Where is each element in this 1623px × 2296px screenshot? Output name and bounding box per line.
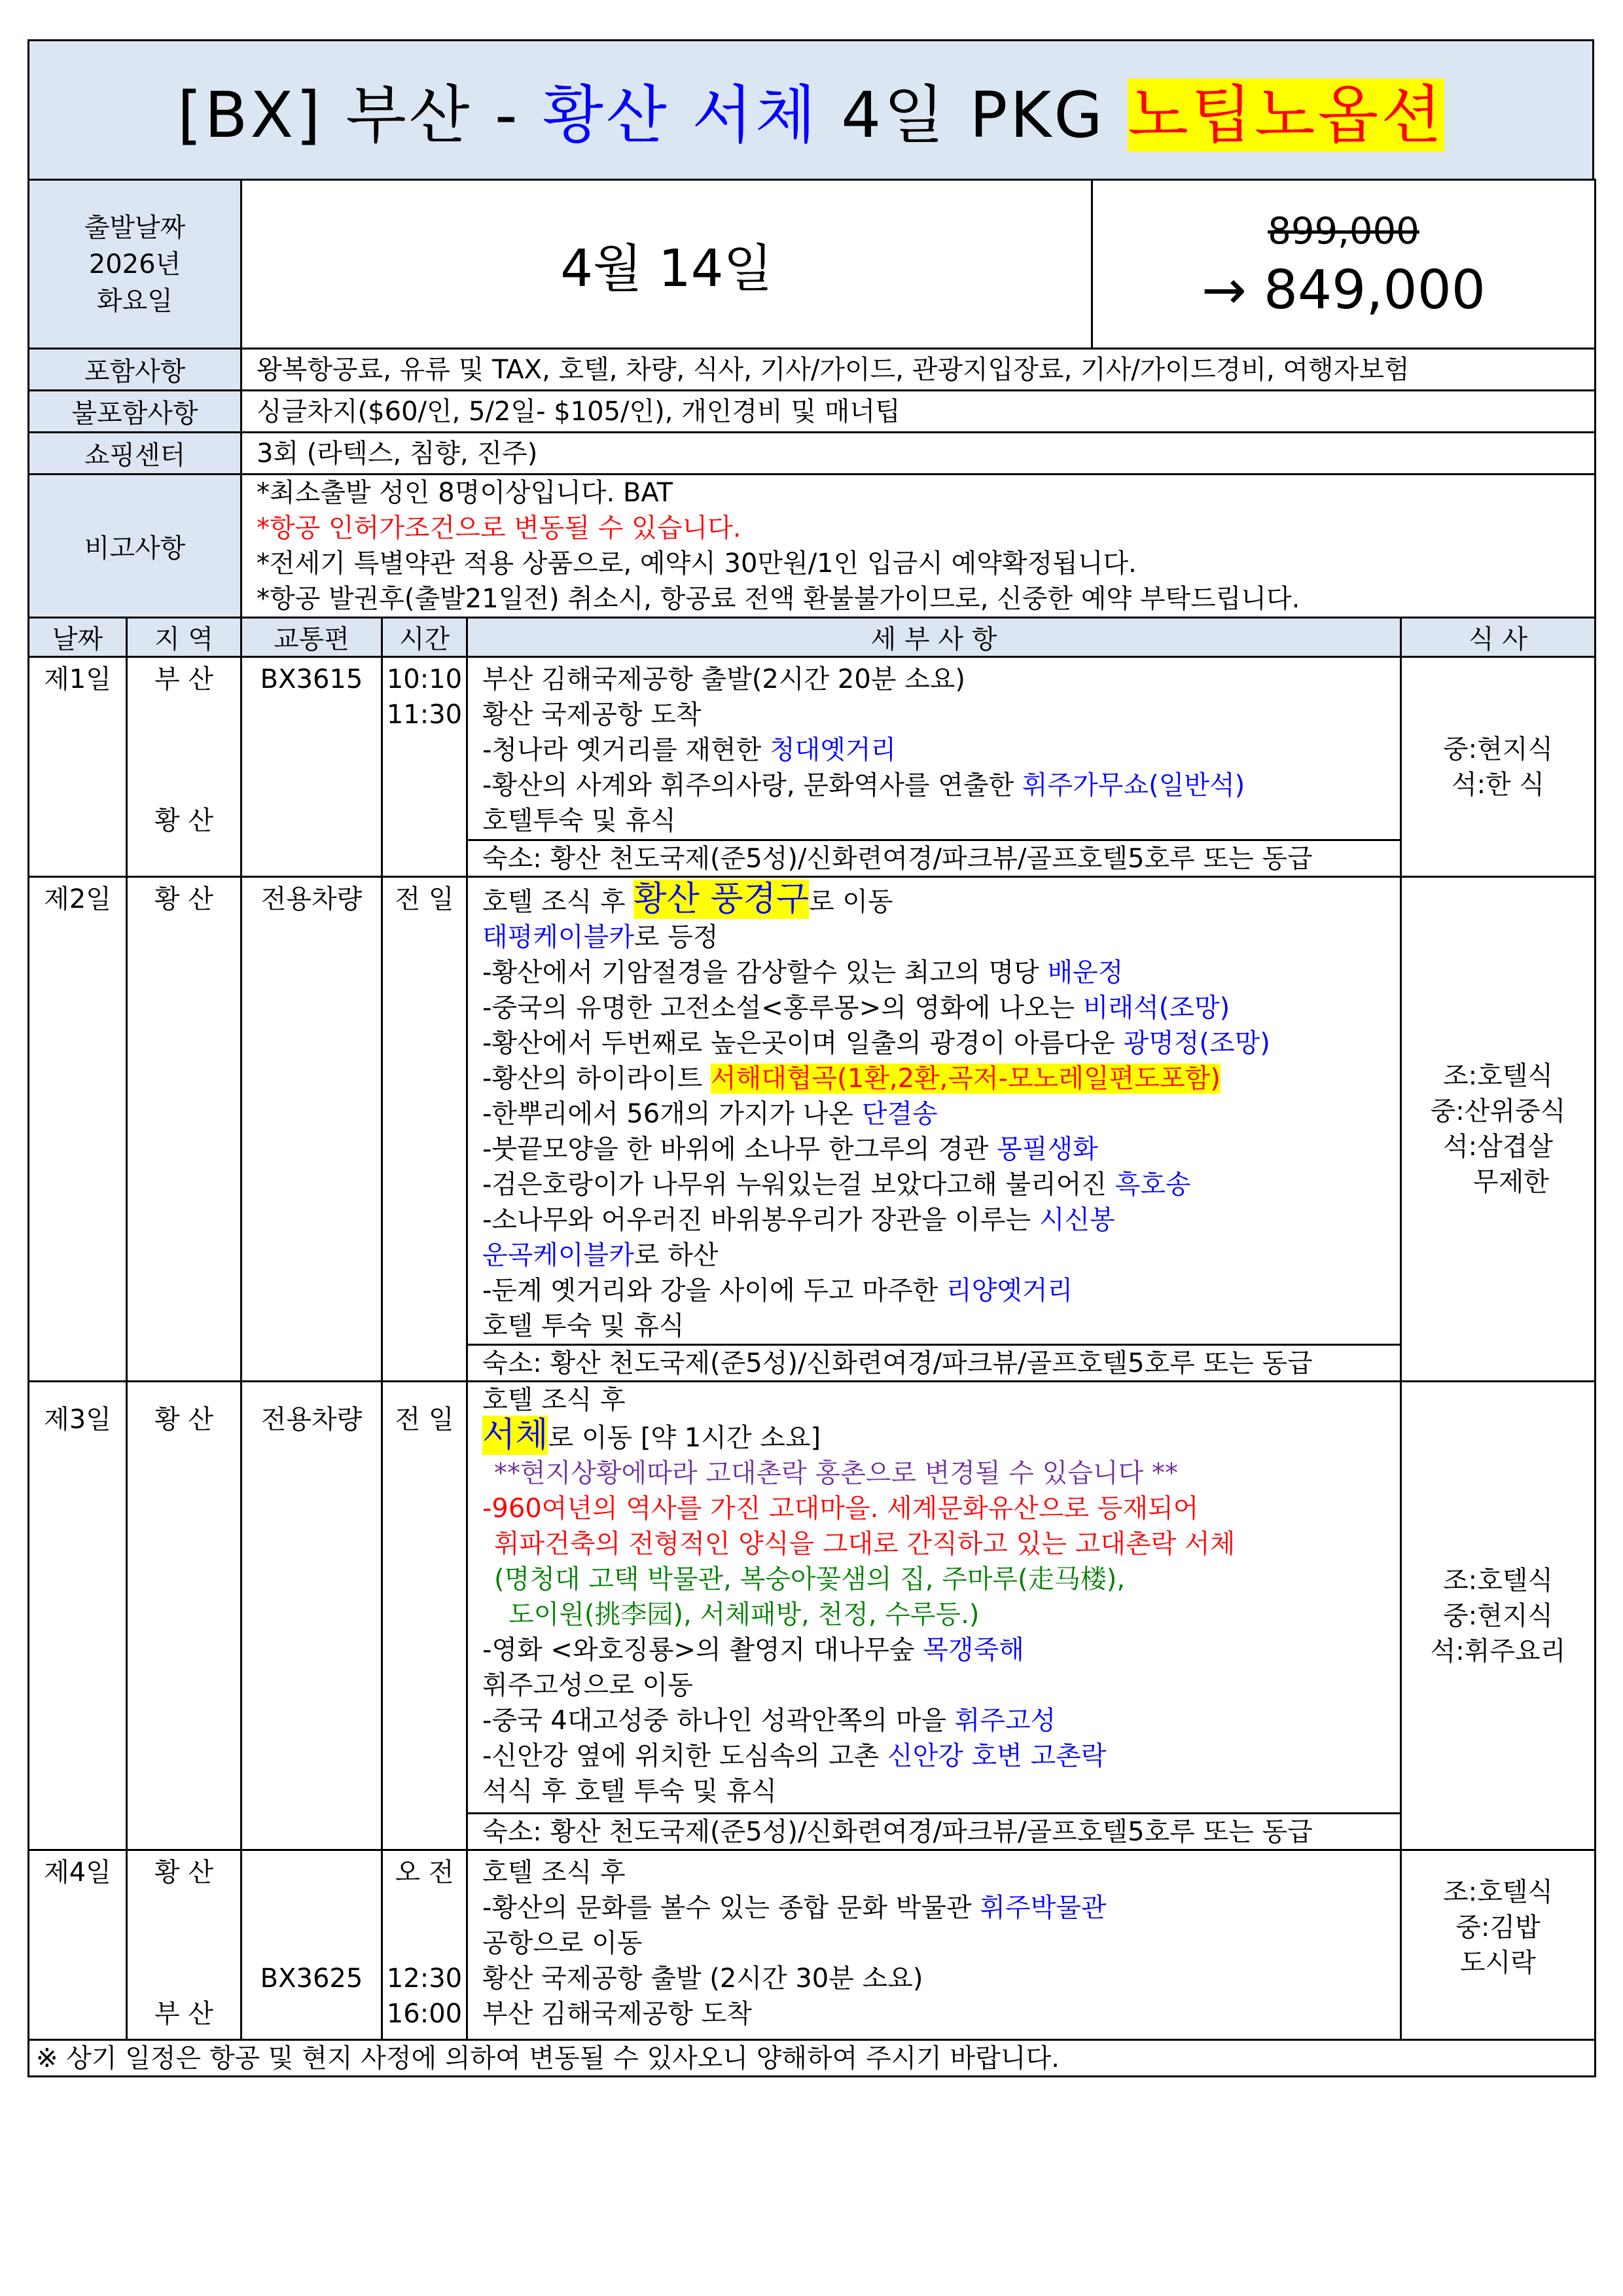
info-label: 쇼핑센터 — [29, 433, 241, 475]
detail-line: 공항으로 이동 — [482, 1928, 643, 1958]
header-time: 시간 — [382, 618, 467, 657]
detail-line: -신안강 옆에 위치한 도심속의 고촌 신안강 호변 고촌락 — [482, 1741, 1107, 1771]
meal-item: 조:호텔식 — [1442, 1565, 1554, 1596]
detail-line: 호텔 조식 후 — [482, 1857, 626, 1888]
time-value: 16:00 — [386, 1999, 463, 2029]
attraction: 서해대협곡(1환,2환,곡저-모노레일편도포함) — [710, 1064, 1221, 1094]
region-start: 부 산 — [154, 664, 213, 694]
detail-note: **현지상황에따라 고대촌락 홍촌으로 변경될 수 있습니다 ** — [494, 1458, 1179, 1488]
day-time: 전 일 — [382, 1382, 467, 1850]
detail-line: 황산 국제공항 출발 (2시간 30분 소요) — [482, 1964, 923, 1994]
detail-line: 태평케이블카로 등정 — [482, 922, 719, 952]
day-label: 제4일 — [29, 1850, 127, 2040]
old-price: 899,000 — [1268, 209, 1419, 253]
detail-line: -검은호랑이가 나무위 누워있는걸 보았다고해 불리어진 흑호송 — [482, 1170, 1191, 1200]
title-table — [27, 39, 1594, 181]
footer-note: ※ 상기 일정은 항공 및 현지 사정에 의하여 변동될 수 있사오니 양해하여 주시기 바랍니다. — [29, 2040, 1596, 2077]
meal-item: 중:김밥 — [1455, 1912, 1541, 1943]
header-date: 날짜 — [29, 618, 127, 657]
time-value: 오 전 — [395, 1857, 454, 1888]
info-value: 싱글차지($60/인, 5/2일- $105/인), 개인경비 및 매너팁 — [241, 391, 1596, 433]
flight-number: BX3625 — [260, 1964, 363, 1994]
remark-line: *최소출발 성인 8명이상입니다. BAT — [257, 478, 673, 508]
remarks — [241, 475, 1596, 618]
attraction: 휘주가무쇼(일반석) — [1022, 770, 1245, 800]
info-label: 불포함사항 — [29, 391, 241, 433]
header-transport: 교통편 — [241, 618, 382, 657]
departure-label — [29, 180, 241, 349]
time-value: 10:10 — [386, 664, 463, 694]
remark-line: *항공 발권후(출발21일전) 취소시, 항공료 전액 환불불가이므로, 신중한 예약 부탁드립니다. — [257, 584, 1300, 614]
detail-line: 석식 후 호텔 투숙 및 휴식 — [482, 1776, 777, 1806]
detail-line: -중국 4대고성중 하나인 성곽안쪽의 마을 휘주고성 — [482, 1706, 1056, 1736]
day-details — [467, 657, 1401, 840]
attraction: 광명정(조망) — [1123, 1028, 1270, 1058]
new-price: → 849,000 — [1202, 259, 1486, 321]
day-hotel: 숙소: 황산 천도국제(준5성)/신화련여경/파크뷰/골프호텔5호루 또는 동급 — [467, 840, 1401, 877]
detail-line: -붓끝모양을 한 바위에 소나무 한그루의 경관 몽필생화 — [482, 1134, 1098, 1164]
detail-line: 호텔투숙 및 휴식 — [482, 806, 676, 836]
page-title — [29, 41, 1594, 180]
attraction: 시신봉 — [1039, 1205, 1115, 1235]
attraction: 배운정 — [1047, 958, 1124, 988]
title-destination: 황산 서체 — [543, 78, 819, 152]
detail-line: (명청대 고택 박물관, 복숭아꽃샘의 집, 주마루(走马楼), — [494, 1564, 1126, 1594]
meal-item: 조:호텔식 — [1442, 1061, 1554, 1091]
day-meals — [1401, 657, 1596, 877]
meal-item: 석:삼겹살 — [1442, 1132, 1554, 1162]
remarks-label: 비고사항 — [29, 475, 241, 618]
detail-line: 호텔 조식 후 — [482, 1385, 626, 1415]
day-time — [382, 1850, 467, 2040]
day-transport — [241, 1850, 382, 2040]
day-label: 제2일 — [29, 877, 127, 1382]
detail-line: 휘주고성으로 이동 — [482, 1670, 693, 1700]
attraction: 단결송 — [861, 1099, 938, 1129]
attraction: 청대옛거리 — [769, 735, 897, 765]
region-end: 부 산 — [154, 1999, 213, 2029]
remark-line: *전세기 특별약관 적용 상품으로, 예약시 30만원/1인 입금시 예약확정됩니다. — [257, 548, 1137, 579]
day-details — [467, 1850, 1401, 2040]
meal-item: 중:현지식 — [1442, 734, 1554, 764]
meal-item: 석:휘주요리 — [1430, 1636, 1566, 1666]
attraction: 목갱죽해 — [923, 1635, 1024, 1665]
meal-item: 중:산위중식 — [1430, 1096, 1566, 1126]
detail-line: -황산에서 두번째로 높은곳이며 일출의 광경이 아름다운 광명정(조망) — [482, 1028, 1270, 1058]
detail-line: -중국의 유명한 고전소설<홍루몽>의 영화에 나오는 비래석(조망) — [482, 993, 1230, 1023]
meal-item: 석:한 식 — [1451, 769, 1545, 800]
detail-line: -둔계 옛거리와 강을 사이에 두고 마주한 리양옛거리 — [482, 1276, 1073, 1306]
detail-line: 도이원(挑李园), 서체패방, 천정, 수루등.) — [508, 1600, 980, 1630]
day-region — [127, 1850, 241, 2040]
time-value: 12:30 — [386, 1964, 463, 1994]
detail-line: 부산 김해국제공항 출발(2시간 20분 소요) — [482, 664, 966, 694]
day-meals — [1401, 1382, 1596, 1850]
region-end: 황 산 — [154, 806, 213, 836]
header-details: 세 부 사 항 — [467, 618, 1401, 657]
info-label: 포함사항 — [29, 349, 241, 391]
attraction: 휘주박물관 — [980, 1893, 1107, 1923]
attraction: 흑호송 — [1115, 1170, 1191, 1200]
day-label: 제3일 — [29, 1382, 127, 1850]
detail-line: -청나라 옛거리를 재현한 청대옛거리 — [482, 735, 897, 765]
detail-line: -한뿌리에서 56개의 가지가 나온 단결송 — [482, 1099, 938, 1129]
detail-line: -황산의 문화를 볼수 있는 종합 문화 박물관 휘주박물관 — [482, 1893, 1107, 1923]
day-hotel: 숙소: 황산 천도국제(준5성)/신화련여경/파크뷰/골프호텔5호루 또는 동급 — [467, 1345, 1401, 1382]
day-details — [467, 1382, 1401, 1814]
day-transport: 전용차량 — [241, 877, 382, 1382]
attraction: 비래석(조망) — [1082, 993, 1230, 1023]
day-meals — [1401, 1850, 1596, 2040]
itinerary-sheet — [27, 39, 1594, 2077]
detail-line: 황산 국제공항 도착 — [482, 700, 702, 730]
info-value: 왕복항공료, 유류 및 TAX, 호텔, 차량, 식사, 기사/가이드, 관광지입장료, 기사/가이드경비, 여행자보험 — [241, 349, 1596, 391]
detail-line: -960여년의 역사를 가진 고대마을. 세계문화유산으로 등재되어 — [482, 1494, 1199, 1524]
day-hotel: 숙소: 황산 천도국제(준5성)/신화련여경/파크뷰/골프호텔5호루 또는 동급 — [467, 1814, 1401, 1850]
header-meals: 식 사 — [1401, 618, 1596, 657]
attraction: 몽필생화 — [997, 1134, 1098, 1164]
day-region: 황 산 — [127, 877, 241, 1382]
departure-year: 2026년 — [88, 249, 181, 279]
day-transport: BX3615 — [241, 657, 382, 877]
title-middle: 4일 PKG — [818, 78, 1128, 152]
day-details — [467, 877, 1401, 1345]
attraction: 신안강 호변 고촌락 — [887, 1741, 1107, 1771]
day-region — [127, 657, 241, 877]
attraction: 휘주고성 — [954, 1706, 1056, 1736]
attraction: 리양옛거리 — [946, 1276, 1073, 1306]
meal-item: 조:호텔식 — [1442, 1877, 1554, 1907]
detail-line: -황산의 사계와 휘주의사랑, 문화역사를 연출한 휘주가무쇼(일반석) — [482, 770, 1245, 800]
day-time — [382, 657, 467, 877]
departure-date: 4월 14일 — [241, 180, 1092, 349]
info-value: 3회 (라텍스, 침향, 진주) — [241, 433, 1596, 475]
meal-item: 중:현지식 — [1442, 1600, 1554, 1631]
day-transport: 전용차량 — [241, 1382, 382, 1850]
time-value: 11:30 — [386, 700, 463, 730]
day-label: 제1일 — [29, 657, 127, 877]
attraction: 태평케이블카 — [482, 922, 634, 952]
attraction: 서체 — [482, 1416, 548, 1455]
itinerary-table — [27, 617, 1596, 2077]
detail-line: 운곡케이블카로 하산 — [482, 1240, 719, 1270]
day-time: 전 일 — [382, 877, 467, 1382]
remark-line: *항공 인허가조건으로 변동될 수 있습니다. — [257, 513, 741, 543]
header-region: 지 역 — [127, 618, 241, 657]
departure-label-line: 출발날짜 — [84, 212, 186, 243]
detail-line: -소나무와 어우러진 바위봉우리가 장관을 이루는 시신봉 — [482, 1205, 1115, 1235]
attraction: 운곡케이블카 — [482, 1240, 634, 1270]
info-table — [27, 179, 1596, 619]
detail-line: 호텔 조식 후 황산 풍경구로 이동 — [482, 880, 893, 919]
detail-line: 호텔 투숙 및 휴식 — [482, 1311, 685, 1341]
detail-line: -황산에서 기암절경을 감상할수 있는 최고의 명당 배운정 — [482, 958, 1124, 988]
day-meals — [1401, 877, 1596, 1382]
detail-line: 부산 김해국제공항 도착 — [482, 1999, 752, 2029]
departure-weekday: 화요일 — [97, 285, 173, 316]
meal-item: 도시락 — [1460, 1948, 1536, 1978]
detail-line: -영화 <와호징룡>의 촬영지 대나무숲 목갱죽해 — [482, 1635, 1024, 1665]
title-prefix: [BX] 부산 - — [177, 78, 543, 152]
title-badge: 노팁노옵션 — [1128, 78, 1444, 152]
meal-item: 무제한 — [1473, 1167, 1549, 1197]
detail-line: -황산의 하이라이트 서해대협곡(1환,2환,곡저-모노레일편도포함) — [482, 1064, 1221, 1094]
detail-line: 서체로 이동 [약 1시간 소요] — [482, 1416, 821, 1455]
attraction: 황산 풍경구 — [633, 880, 810, 919]
price-box — [1092, 180, 1596, 349]
region-start: 황 산 — [154, 1857, 213, 1888]
day-region: 황 산 — [127, 1382, 241, 1850]
detail-line: 휘파건축의 전형적인 양식을 그대로 간직하고 있는 고대촌락 서체 — [494, 1529, 1236, 1559]
